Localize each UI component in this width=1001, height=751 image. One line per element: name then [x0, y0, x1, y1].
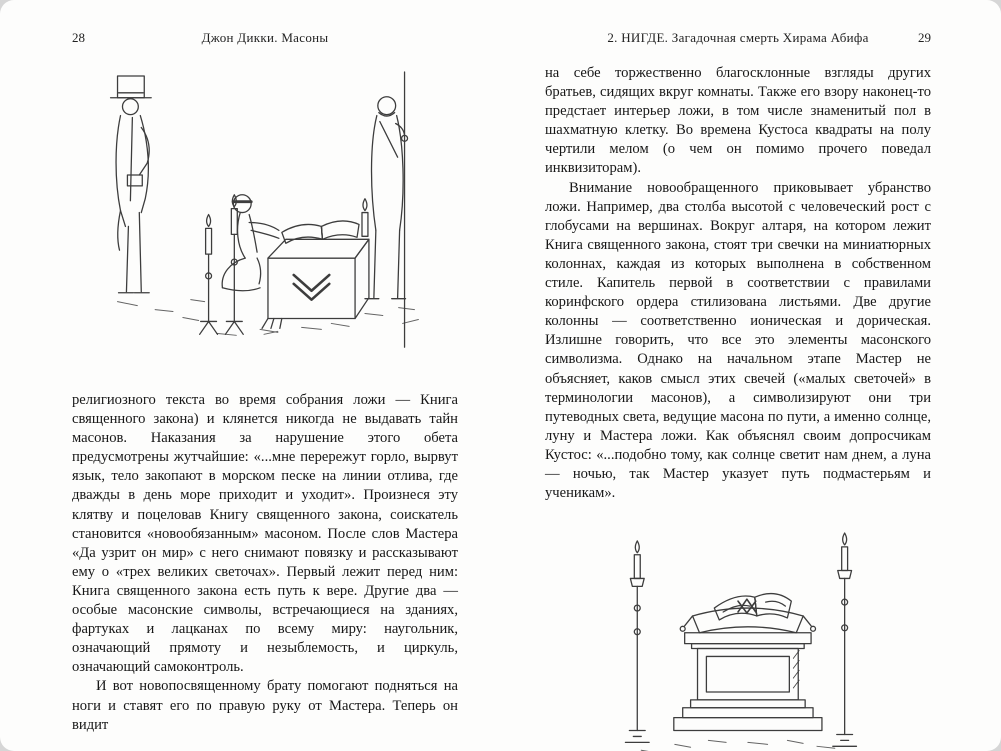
running-title-left: Джон Дикки. Масоны — [201, 30, 329, 45]
page-number-right: 29 — [918, 30, 931, 45]
altar-illustration — [545, 521, 931, 751]
body-text-right — [545, 64, 931, 503]
page-left — [0, 0, 500, 751]
body-text-left — [72, 391, 458, 735]
paragraph: И вот новопосвященному брату помогают подняться на ноги и ставят его по правую руку от Мастера. Теперь он видит — [72, 678, 458, 733]
initiation-illustration — [72, 64, 458, 381]
page-right — [501, 0, 1001, 751]
paragraph: Внимание новообращенного приковывает убранство ложи. Например, два столба высотой с человеческий рост с глобусами на вершинах. Вокруг алтаря, на котором лежит Книга священного закона, стоят три свечки на миниатюрных колоннах, каждая из которых выполнена в собственном стиле. Капитель первой в соответствии с правилами коринфского ордера стилизована листьями. Две другие колонны — соответственно ионическая и дорическая. Излишне говорить, что все это элементы масонского символизма. Однако на начальном этапе Мастер не объясняет, каков смысл этих свечей («малых светочей» в терминологии масонов), а символизируют они три путеводных света, ведущие масона по пути, а именно солнце, луну и Мастера ложи. Как объяснял своим допросчикам Кустос: «...подобно тому, как солнце светит нам днем, а луна — ночью, так Мастер указует путь подмастерьям и ученикам». — [545, 179, 931, 502]
paragraph: на себе торжественно благосклонные взгляды других братьев, сидящих вкруг комнаты. Также его взору наконец-то предстает интерьер ложи, в том числе знаменитый пол в шахматную клетку. Во времена Кустоса квадраты на полу чертили мелом (о чем он помимо прочего поведал инквизиторам). — [545, 65, 931, 177]
page-header-right — [545, 30, 931, 50]
page-number-left: 28 — [72, 30, 85, 45]
paragraph: религиозного текста во время собрания ложи — Книга священного закона) и клянется никогда не выдавать тайн масонов. Наказания за нарушение этого обета предусмотрены жутчайшие: «...мне перережут горло, вырвут язык, тело закопают в морском песке на линии отлива, где дважды в день море приходит и уходит». Произнеся эту клятву и поцеловав Книгу священного закона, соискатель становится «новообязанным» масоном. После слов Мастера «Да узрит он мир» с него снимают повязку и рассказывают ему о «трех великих светочах». Первый лежит перед ним: Книга священного закона есть путь к вере. Другие два — особые масонские символы, встречающиеся на зданиях, фартуках и лацканах по всему миру: наугольник, означающий прямоту и незыблемость, и циркуль, означающий самоконтроль. — [72, 392, 458, 676]
running-title-right: 2. НИГДЕ. Загадочная смерть Хирама Абифа — [607, 30, 869, 45]
page-header-left — [72, 30, 458, 50]
masonic-initiation-engraving-icon — [72, 64, 458, 376]
masonic-altar-engraving-icon — [580, 521, 896, 751]
